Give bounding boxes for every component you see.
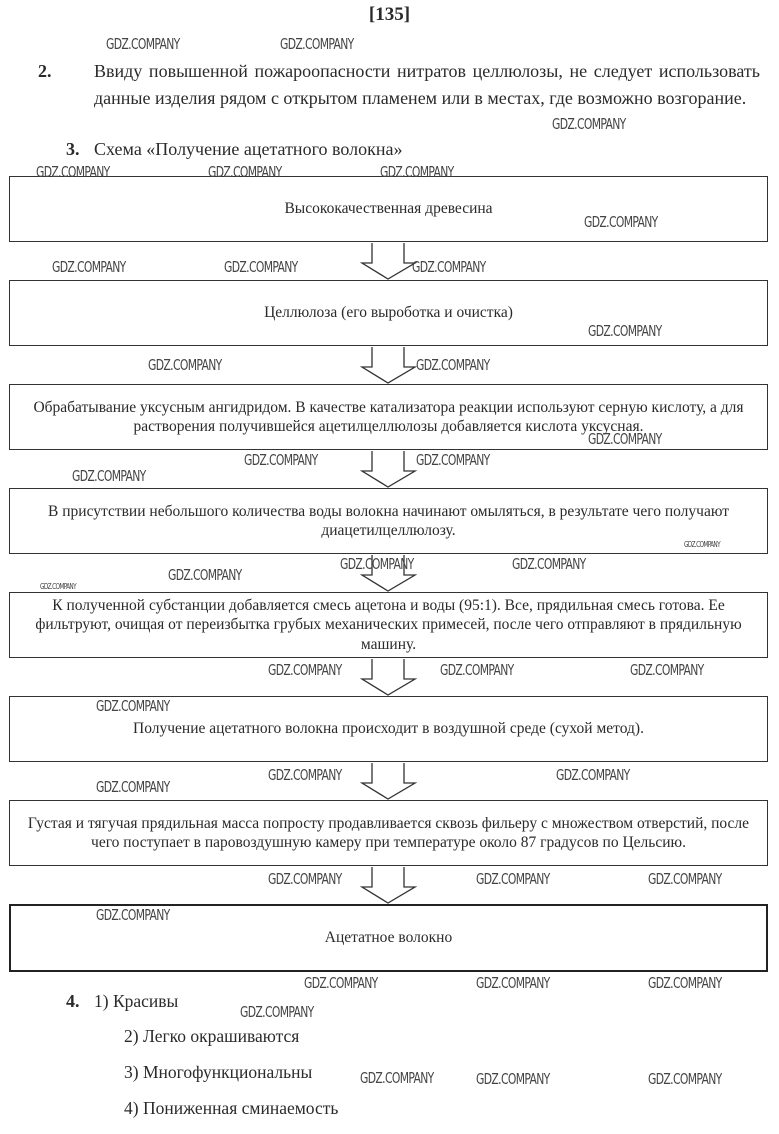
watermark: GDZ.COMPANY: [224, 258, 298, 276]
watermark: GDZ.COMPANY: [416, 451, 490, 469]
watermark: GDZ.COMPANY: [556, 766, 630, 784]
watermark: GDZ.COMPANY: [268, 766, 342, 784]
watermark: GDZ.COMPANY: [52, 258, 126, 276]
scheme-step-1: Высококачественная древесина: [9, 176, 768, 242]
watermark: GDZ.COMPANY: [476, 974, 550, 992]
item-number: 3.: [66, 139, 80, 159]
scheme-step-6: Получение ацетатного волокна происходит в воздушной среде (сухой метод).: [9, 696, 768, 762]
watermark: GDZ.COMPANY: [440, 661, 514, 679]
list-item: 2) Легко окрашиваются: [124, 1026, 300, 1046]
list-item: 1) Красивы: [94, 991, 179, 1011]
scheme-step-2: Целлюлоза (его выроботка и очистка): [9, 280, 768, 346]
watermark: GDZ.COMPANY: [268, 661, 342, 679]
watermark: GDZ.COMPANY: [584, 213, 658, 231]
watermark: GDZ.COMPANY: [96, 906, 170, 924]
watermark: GDZ.COMPANY: [648, 870, 722, 888]
watermark: GDZ.COMPANY: [476, 1070, 550, 1088]
list-item: 3) Многофункциональны: [124, 1062, 313, 1082]
scheme-step-4: В присутствии небольшого количества воды волокна начинают омыляться, в результате чего получают диацетилцеллюлозу.: [9, 488, 768, 554]
item-number: 4.: [66, 991, 80, 1011]
watermark: GDZ.COMPANY: [648, 974, 722, 992]
scheme-step-3: Обрабатывание уксусным ангидридом. В качестве катализатора реакции используют серную кислоту, а для растворения получившейся ацетилцеллюлозы добавляется кислота уксусная.: [9, 384, 768, 450]
watermark: GDZ.COMPANY: [588, 430, 662, 448]
arrow-down-icon: [362, 347, 415, 383]
scheme-step-7: Густая и тягучая прядильная масса попросту продавливается сквозь фильеру с множеством отверстий, после чего поступает в паровоздушную камеру при температуре около 87 градусов по Цельсию.: [9, 800, 768, 866]
watermark: GDZ.COMPANY: [512, 555, 586, 573]
watermark: GDZ.COMPANY: [240, 1003, 314, 1021]
watermark: GDZ.COMPANY: [168, 566, 242, 584]
watermark: GDZ.COMPANY: [416, 356, 490, 374]
watermark: GDZ.COMPANY: [96, 697, 170, 715]
list-item: 4) Пониженная сминаемость: [124, 1098, 339, 1118]
arrow-down-icon: [362, 659, 415, 695]
watermark: GDZ.COMPANY: [96, 778, 170, 796]
watermark: GDZ.COMPANY: [380, 163, 454, 181]
scheme-step-final: Ацетатное волокно: [9, 904, 768, 972]
watermark: GDZ.COMPANY: [40, 582, 76, 591]
item-3-title: Схема «Получение ацетатного волокна»: [94, 139, 403, 159]
item-4: [66, 988, 760, 1015]
arrow-down-icon: [362, 763, 415, 799]
item-2-text: Ввиду повышенной пожароопасности нитратов целлюлозы, не следует использовать данные изделия рядом с открытом пламенем или в местах, где возможно возгорание.: [94, 61, 760, 108]
watermark: GDZ.COMPANY: [412, 258, 486, 276]
watermark: GDZ.COMPANY: [630, 661, 704, 679]
scheme-step-5: К полученной субстанции добавляется смесь ацетона и воды (95:1). Все, прядильная смесь готова. Ее фильтруют, очищая от переизбытка грубых механических примесей, после чего отправляют в прядильную машину.: [9, 592, 768, 658]
watermark: GDZ.COMPANY: [72, 467, 146, 485]
watermark: GDZ.COMPANY: [148, 356, 222, 374]
watermark: GDZ.COMPANY: [304, 974, 378, 992]
watermark: GDZ.COMPANY: [36, 163, 110, 181]
page-number: [135]: [368, 4, 411, 25]
watermark: GDZ.COMPANY: [588, 322, 662, 340]
watermark: GDZ.COMPANY: [684, 540, 720, 549]
watermark: GDZ.COMPANY: [340, 555, 414, 573]
watermark: GDZ.COMPANY: [476, 870, 550, 888]
watermark: GDZ.COMPANY: [208, 163, 282, 181]
watermark: GDZ.COMPANY: [360, 1069, 434, 1087]
watermark: GDZ.COMPANY: [280, 35, 354, 53]
arrow-down-icon: [362, 451, 415, 487]
item-number: 2.: [38, 61, 52, 81]
watermark: GDZ.COMPANY: [268, 870, 342, 888]
watermark: GDZ.COMPANY: [106, 35, 180, 53]
watermark: GDZ.COMPANY: [648, 1070, 722, 1088]
watermark: GDZ.COMPANY: [552, 115, 626, 133]
arrow-down-icon: [362, 243, 415, 279]
watermark: GDZ.COMPANY: [244, 451, 318, 469]
arrow-down-icon: [362, 867, 415, 903]
